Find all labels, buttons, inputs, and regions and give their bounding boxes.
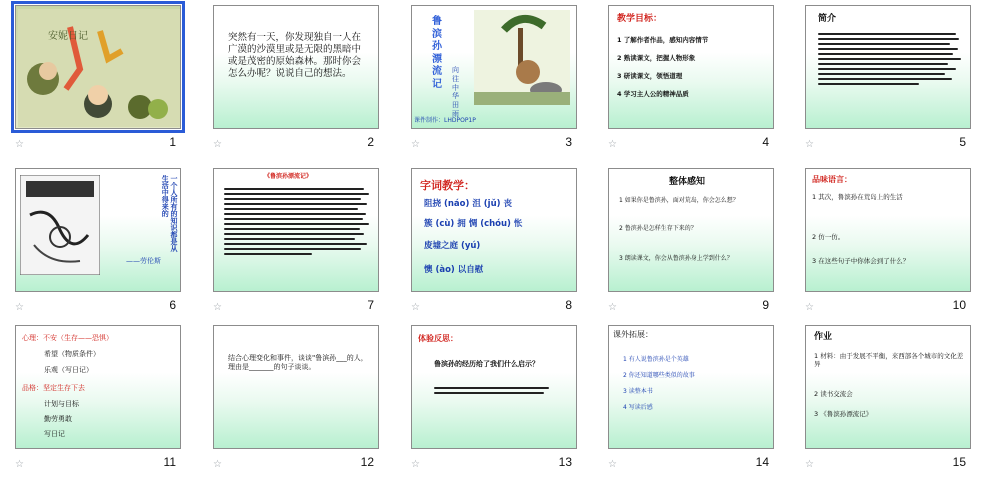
slide-cell[interactable] <box>15 168 190 313</box>
slide-number: 3 <box>565 135 572 149</box>
vocab-line: 阻挠 (náo) 沮 (jǔ) 丧 <box>424 199 512 209</box>
slide-heading: 《鲁滨孙漂流记》 <box>264 173 313 180</box>
vocab-line: 懊 (ào) 以自慰 <box>424 265 484 275</box>
slide-heading: 简介 <box>818 14 837 24</box>
slide-cell[interactable] <box>805 168 980 313</box>
homework-item: 2 读书交流会 <box>814 390 853 398</box>
slide-number: 4 <box>762 135 769 149</box>
slide-thumbnail[interactable] <box>805 5 971 129</box>
extension-item: 1 有人说鲁滨孙是个英雄 <box>623 356 689 363</box>
body-text-lines <box>434 384 554 397</box>
slide-thumbnail[interactable] <box>15 168 181 292</box>
slide-subtitle: 向往中华 田雨 <box>452 66 459 118</box>
poem-attribution: ——劳伦斯 <box>126 257 161 265</box>
slide-title: 鲁滨孙漂流记 <box>432 16 442 90</box>
star-icon: ☆ <box>608 139 617 150</box>
star-icon: ☆ <box>411 459 420 470</box>
slide-number: 15 <box>952 455 966 469</box>
slide-heading: 整体感知 <box>669 177 706 187</box>
slide-text: 突然有一天，你发现独自一人在广漠的沙漠里或是无限的黑暗中或是茂密的原始森林。那时你会怎么办呢？说说自己的想法。 <box>228 32 362 79</box>
slide-number: 7 <box>367 298 374 312</box>
slide-cell[interactable] <box>15 325 190 470</box>
slide-thumbnail[interactable] <box>411 168 577 292</box>
star-icon: ☆ <box>608 302 617 313</box>
slide-cell[interactable] <box>213 168 388 313</box>
slide-heading: 教学目标： <box>617 14 663 24</box>
analysis-row: 心理：不安（生存——恐惧） <box>22 334 113 342</box>
body-text-lines <box>224 185 370 258</box>
slide-heading: 作业 <box>814 332 833 342</box>
extension-item: 4 写读后感 <box>623 404 653 411</box>
slide-cell[interactable] <box>411 325 586 470</box>
slide-number: 14 <box>755 455 769 469</box>
slide-number: 1 <box>169 135 176 149</box>
slide-1-title: 安妮日记 <box>48 31 88 42</box>
star-icon: ☆ <box>213 139 222 150</box>
homework-item: 1 材料：由于发展不平衡，来西部各个城市的文化差异 <box>814 352 964 369</box>
slide-footer: 课件制作：LHDPOP1P <box>414 117 476 124</box>
slide-cell[interactable] <box>15 5 190 150</box>
slide-thumbnail[interactable] <box>608 168 774 292</box>
slide-thumbnail[interactable] <box>411 325 577 449</box>
homework-item: 3 《鲁滨孙漂流记》 <box>814 410 873 418</box>
slide-thumbnail[interactable] <box>213 325 379 449</box>
slide-poem: 一个人所有的知识都是从生活中得来的 <box>161 175 178 252</box>
book-cover-image <box>20 175 100 275</box>
slide-heading: 字词教学： <box>420 179 475 192</box>
slide-number: 2 <box>367 135 374 149</box>
slide-number: 10 <box>952 298 966 312</box>
slide-thumbnail[interactable] <box>213 5 379 129</box>
slide-thumbnail[interactable] <box>608 325 774 449</box>
slide-thumbnail[interactable] <box>15 5 181 129</box>
language-item: 3 在这些句子中你体会到了什么？ <box>812 257 910 265</box>
analysis-row: 品格：坚定生存下去 <box>22 384 85 392</box>
slide-thumbnail[interactable] <box>608 5 774 129</box>
vocab-line: 废墟之庭 (yú) <box>424 241 481 251</box>
vocab-line: 簇 (cù) 拥 惆 (chóu) 怅 <box>424 219 523 229</box>
star-icon: ☆ <box>15 302 24 313</box>
slide-thumbnail[interactable] <box>805 168 971 292</box>
slide-thumbnail[interactable] <box>411 5 577 129</box>
language-item: 1 其次，鲁滨孙在荒岛上的生活 <box>812 193 903 201</box>
analysis-row: 乐观（写日记） <box>44 366 93 374</box>
extension-item: 3 读整本书 <box>623 388 653 395</box>
star-icon: ☆ <box>213 302 222 313</box>
slide-cell[interactable] <box>608 5 783 150</box>
slide-thumbnail[interactable] <box>805 325 971 449</box>
slide-number: 8 <box>565 298 572 312</box>
slide-heading: 课外拓展： <box>613 330 653 339</box>
question-item: 3 朗读课文，你会从鲁滨孙身上学到什么？ <box>619 255 733 262</box>
star-icon: ☆ <box>805 302 814 313</box>
slide-heading: 体验反思： <box>418 334 458 343</box>
slide-number: 9 <box>762 298 769 312</box>
objective-item: 4 学习主人公的精神品质 <box>617 90 689 98</box>
body-text-lines <box>818 30 962 88</box>
star-icon: ☆ <box>608 459 617 470</box>
island-illustration <box>474 10 570 105</box>
analysis-row: 希望（物质条件） <box>44 350 100 358</box>
slide-cell[interactable] <box>411 168 586 313</box>
slide-number: 12 <box>360 455 374 469</box>
star-icon: ☆ <box>213 459 222 470</box>
slide-thumbnail[interactable] <box>213 168 379 292</box>
language-item: 2 仿一仿。 <box>812 233 845 241</box>
analysis-row: 计划与目标 <box>44 400 79 408</box>
slide-number: 6 <box>169 298 176 312</box>
star-icon: ☆ <box>805 459 814 470</box>
slide-number: 13 <box>558 455 572 469</box>
slide-cell[interactable] <box>213 325 388 470</box>
objective-item: 1 了解作者作品，感知内容情节 <box>617 36 709 44</box>
cartoon-illustration <box>18 9 180 127</box>
analysis-row: 写日记 <box>44 430 65 438</box>
question-item: 2 鲁滨孙是怎样生存下来的？ <box>619 225 697 232</box>
slide-thumbnail[interactable] <box>15 325 181 449</box>
star-icon: ☆ <box>805 139 814 150</box>
question-item: 1 如果你是鲁滨孙，面对荒岛，你会怎么想？ <box>619 197 739 204</box>
slide-number: 5 <box>959 135 966 149</box>
objective-item: 2 熟读课文，把握人物形象 <box>617 54 696 62</box>
star-icon: ☆ <box>411 302 420 313</box>
slide-cell[interactable] <box>805 325 980 470</box>
objective-item: 3 研读课文，领悟道理 <box>617 72 683 80</box>
slide-cell[interactable] <box>213 5 388 150</box>
star-icon: ☆ <box>411 139 420 150</box>
slide-cell[interactable] <box>805 5 980 150</box>
slide-heading: 品味语言： <box>812 175 852 184</box>
star-icon: ☆ <box>15 459 24 470</box>
slide-cell[interactable] <box>411 5 586 150</box>
analysis-row: 勤劳勇敢 <box>44 415 72 423</box>
slide-cell[interactable] <box>608 168 783 313</box>
slide-cell[interactable] <box>608 325 783 470</box>
slide-text: 鲁滨孙的经历给了我们什么启示？ <box>434 360 539 368</box>
star-icon: ☆ <box>15 139 24 150</box>
slide-number: 11 <box>163 455 176 469</box>
slide-text: 结合心理变化和事件，谈谈"鲁滨孙___的人，理由是_______的句子谈谈。 <box>228 354 368 371</box>
extension-item: 2 你还知道哪些类似的故事 <box>623 372 695 379</box>
